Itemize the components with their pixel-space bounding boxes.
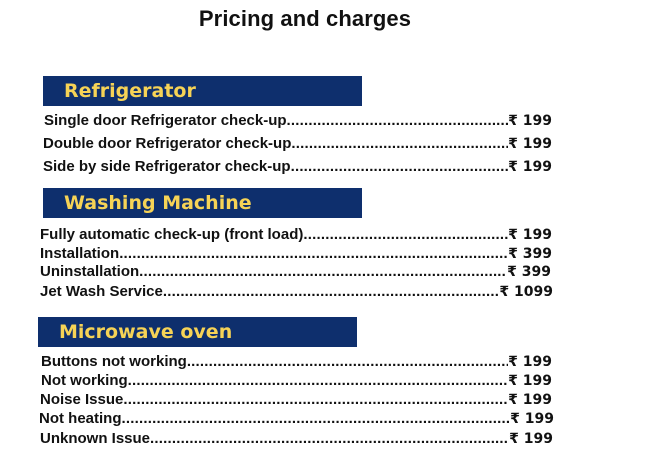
item-name: Unknown Issue <box>40 430 151 447</box>
item-price: ₹ 199 <box>508 373 552 389</box>
dot-leader <box>303 226 508 243</box>
item-name: Fully automatic check-up (front load) <box>40 226 304 243</box>
item-price: ₹ 199 <box>509 431 553 447</box>
item-price: ₹ 199 <box>508 113 552 129</box>
dot-leader <box>187 353 508 370</box>
section-banner-refrigerator: Refrigerator <box>43 76 362 106</box>
item-price: ₹ 199 <box>508 354 552 370</box>
price-line <box>41 353 552 370</box>
dot-leader <box>139 263 507 280</box>
item-price: ₹ 199 <box>508 136 552 152</box>
price-line <box>44 112 552 129</box>
item-price: ₹ 199 <box>508 159 552 175</box>
dot-leader <box>291 158 509 175</box>
dot-leader <box>150 430 509 447</box>
price-line <box>40 391 552 408</box>
item-name: Side by side Refrigerator check-up <box>43 158 291 175</box>
item-price: ₹ 399 <box>508 246 552 262</box>
item-price: ₹ 199 <box>510 411 554 427</box>
item-price: ₹ 399 <box>507 264 551 280</box>
item-name: Double door Refrigerator check-up <box>43 135 292 152</box>
price-line <box>40 430 553 447</box>
item-price: ₹ 199 <box>508 227 552 243</box>
price-line <box>40 263 551 280</box>
item-name: Not heating <box>39 410 122 427</box>
price-line <box>40 283 553 300</box>
item-name: Not working <box>41 372 128 389</box>
item-price: ₹ 1099 <box>499 284 553 300</box>
dot-leader <box>287 112 509 129</box>
page-title: Pricing and charges <box>198 6 412 31</box>
section-banner-microwave-oven: Microwave oven <box>38 317 357 347</box>
item-name: Jet Wash Service <box>40 283 163 300</box>
dot-leader <box>291 135 508 152</box>
item-name: Uninstallation <box>40 263 140 280</box>
dot-leader <box>128 372 508 389</box>
item-name: Noise Issue <box>40 391 124 408</box>
dot-leader <box>163 283 500 300</box>
price-line <box>40 226 552 243</box>
item-name: Installation <box>40 245 120 262</box>
item-price: ₹ 199 <box>508 392 552 408</box>
item-name: Buttons not working <box>41 353 187 370</box>
section-banner-washing-machine: Washing Machine <box>43 188 362 218</box>
price-line <box>39 410 554 427</box>
price-line <box>43 158 552 175</box>
dot-leader <box>123 391 508 408</box>
price-line <box>41 372 552 389</box>
price-line <box>43 135 552 152</box>
dot-leader <box>122 410 511 427</box>
price-line <box>40 245 552 262</box>
item-name: Single door Refrigerator check-up <box>44 112 287 129</box>
dot-leader <box>119 245 508 262</box>
